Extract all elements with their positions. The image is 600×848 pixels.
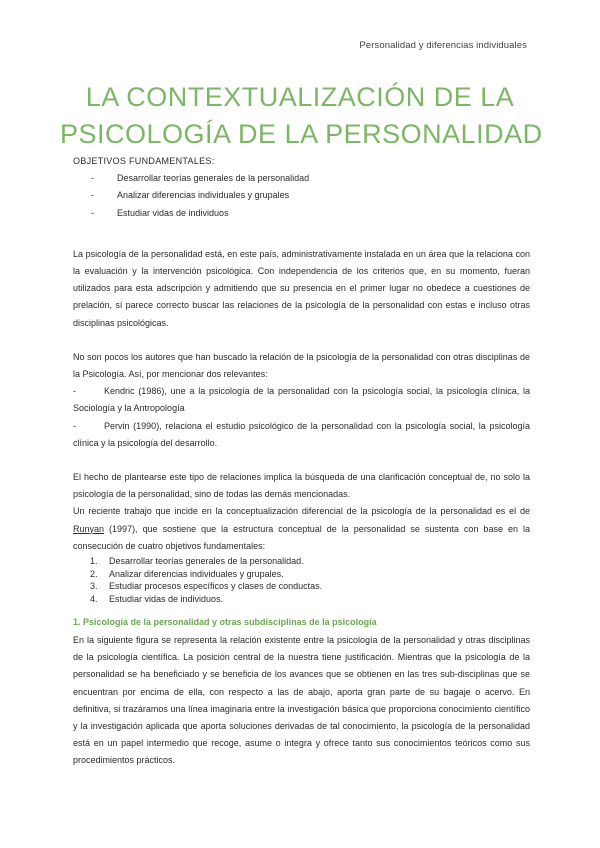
document-body bbox=[73, 153, 530, 770]
numbered-objectives bbox=[73, 555, 530, 605]
list-item: 4. Estudiar vidas de individuos. bbox=[90, 593, 224, 604]
paragraph-clarification: El hecho de plantearse este tipo de relaciones implica la búsqueda de una clarificación conceptual de, no solo la psicología de la personalidad, sino de todas las demás mencionadas. bbox=[73, 472, 530, 500]
page-title bbox=[60, 79, 543, 153]
list-item: 2. Analizar diferencias individuales y grupales. bbox=[90, 568, 284, 579]
list-item: - Desarrollar teorías generales de la personalidad bbox=[91, 173, 310, 184]
author-item-pervin: - Pervin (1990), relaciona el estudio psicológico de la personalidad con la psicología social, la psicología clínica y la psicología del desarrollo. bbox=[73, 420, 530, 448]
objectives-label: OBJETIVOS FUNDAMENTALES: bbox=[73, 156, 215, 166]
paragraph-intro: La psicología de la personalidad está, en este país, administrativamente instalada en un área que la relaciona con la evaluación y la intervención psicológica. Con independencia de los criterios que, en su momento, fueran utilizados para esta adscripción y admitiendo que su presencia en el primer lugar no obedece a cuestiones de prelación, sí parece correcto buscar las relaciones de la psicología de la personalidad con estas e incluso otras disciplinas psicológicas. bbox=[73, 248, 530, 328]
author-item-kendric: - Kendric (1986), une a la psicología de la personalidad con la psicología social, la psicología clínica, la Sociología y la Antropología bbox=[73, 386, 530, 414]
objectives-list bbox=[73, 170, 530, 222]
paragraph-authors: No son pocos los autores que han buscado la relación de la psicología de la personalidad con otras disciplinas de la Psicología. Así, por mencionar dos relevantes: bbox=[73, 351, 530, 380]
list-item: - Analizar diferencias individuales y grupales bbox=[91, 190, 290, 201]
list-item: 1. Desarrollar teorías generales de la personalidad. bbox=[90, 556, 304, 567]
section-heading: 1. Psicología de la personalidad y otras subdisciplinas de la psicología bbox=[73, 617, 377, 628]
running-header: Personalidad y diferencias individuales bbox=[359, 40, 527, 51]
title-line-1: LA CONTEXTUALIZACIÓN DE LA bbox=[85, 82, 515, 112]
section-paragraph: En la siguiente figura se representa la relación existente entre la psicología de la personalidad y otras disciplinas de la psicología científica. La posición central de la nuestra tiene justificación. Mientras que la psicología de la personalidad se ha beneficiado y se beneficia de los avances que se obtienen en las tres sub-disciplinas que se encuentran por encima de ella, con respecto a las de abajo, aporta gran parte de su bagaje o acervo. En definitiva, si trazáramos una línea imaginaria entre la investigación básica que proporciona conocimiento científico y la investigación aplicada que aporta soluciones derivadas de tal conocimiento, la psicología de la personalidad está en un papel intermedio que recoge, asume o integra y ofrece tanto sus conocimientos teóricos como sus procedimientos prácticos. bbox=[73, 635, 530, 766]
paragraph-runyan: Un reciente trabajo que incide en la conceptualización diferencial de la psicología de la personalidad es el de Runyan (1997), que sostiene que la estructura conceptual de la personalidad se sustenta con base en la consecución de cuatro objetivos fundamentales: bbox=[73, 506, 530, 551]
title-line-2: PSICOLOGÍA DE LA PERSONALIDAD bbox=[60, 119, 543, 149]
author-link-runyan: Runyan bbox=[73, 523, 105, 534]
list-item: 3. Estudiar procesos específicos y clases de conductas. bbox=[90, 581, 323, 592]
list-item: - Estudiar vidas de individuos bbox=[91, 207, 229, 218]
